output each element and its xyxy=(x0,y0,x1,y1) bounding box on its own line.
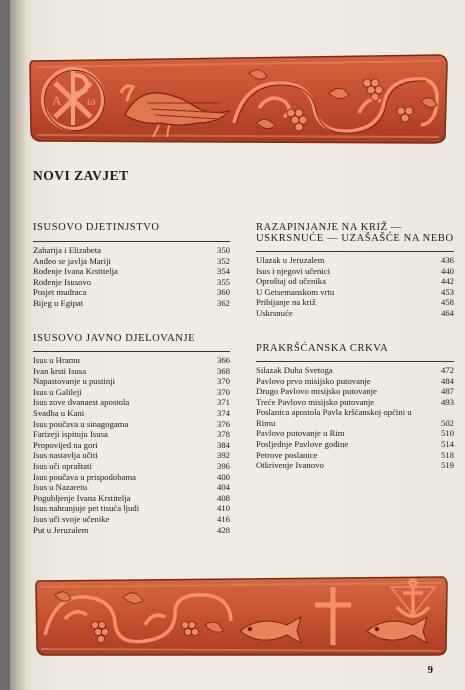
toc-entry xyxy=(33,514,230,525)
toc-entry xyxy=(33,277,230,288)
toc-entry-page: 374 xyxy=(216,407,230,418)
toc-entry xyxy=(256,450,454,461)
toc-entry-title: Rođenje Isusovo xyxy=(33,276,92,287)
toc-entry xyxy=(33,440,230,451)
toc-entry-title: Ivan krsti Isusa xyxy=(33,365,87,376)
toc-entry-title: Isus i njegovi učenici xyxy=(256,265,331,276)
toc-entry xyxy=(33,397,230,408)
toc-entry-page: 458 xyxy=(440,297,454,308)
toc-entry-page: 510 xyxy=(440,428,454,439)
top-stone-relief-image xyxy=(29,53,449,145)
toc-entry-page: 464 xyxy=(440,307,454,318)
toc-entry-title: Posljednje Pavlove godine xyxy=(256,438,349,449)
toc-entry xyxy=(33,450,230,461)
toc-entry xyxy=(33,298,230,309)
toc-entry xyxy=(33,355,230,366)
toc-list-djetinjstvo xyxy=(33,245,230,309)
section-title-javno: ISUSOVO JAVNO DJELOVANJE xyxy=(33,333,196,344)
svg-text:A: A xyxy=(52,93,62,108)
toc-list-prakrscanska xyxy=(256,365,454,471)
toc-entry-page: 519 xyxy=(440,460,454,471)
toc-entry-title: Pavlovo putovanje u Rim xyxy=(256,428,345,439)
toc-entry-page: 487 xyxy=(440,386,454,397)
toc-entry-title: Bijeg u Egipat xyxy=(33,297,84,308)
toc-entry xyxy=(256,297,454,308)
toc-entry xyxy=(33,366,230,377)
toc-entry-page: 404 xyxy=(216,482,230,493)
toc-entry-page: 514 xyxy=(440,438,454,449)
toc-entry xyxy=(33,493,230,504)
toc-entry xyxy=(256,407,454,428)
toc-entry xyxy=(256,365,454,376)
toc-list-javno xyxy=(33,355,230,535)
toc-entry-page: 436 xyxy=(440,255,454,265)
toc-entry-page: 360 xyxy=(216,287,230,298)
toc-entry-page: 370 xyxy=(216,376,230,387)
toc-entry-page: 518 xyxy=(440,449,454,460)
toc-entry xyxy=(256,255,454,266)
toc-entry-page: 442 xyxy=(440,276,454,287)
toc-entry-title: Propovijed na gori xyxy=(33,439,98,450)
toc-entry-title: Zaharija i Elizabeta xyxy=(33,245,102,255)
section-title-raspinjanje-line2: USKRSNUĆE — UZAŠAŠĆE NA NEBO xyxy=(256,233,454,244)
page-number: 9 xyxy=(427,664,433,676)
toc-entry-title: Otkrivenje Ivanovo xyxy=(256,460,324,471)
bottom-stone-relief-image xyxy=(35,575,448,657)
toc-entry-page: 400 xyxy=(216,471,230,482)
toc-entry xyxy=(33,525,230,536)
toc-entry-title: Isus poučava u prispodobama xyxy=(33,471,137,482)
toc-entry-page: 376 xyxy=(216,418,230,429)
toc-entry-page: 453 xyxy=(440,286,454,297)
svg-text:ω: ω xyxy=(87,93,96,108)
toc-entry-title: Silazak Duha Svetoga xyxy=(256,365,333,375)
toc-entry-page: 440 xyxy=(440,265,454,276)
toc-entry-page: 384 xyxy=(216,439,230,450)
section-rule xyxy=(33,241,230,242)
toc-entry-page: 410 xyxy=(216,503,230,514)
toc-entry-title: Uskrsnuće xyxy=(256,307,293,318)
toc-entry-title: Rođenje Ivana Krstitelja xyxy=(33,266,118,277)
toc-entry-title: Ulazak u Jeruzalem xyxy=(256,255,325,265)
toc-entry xyxy=(33,408,230,419)
section-title-djetinjstvo: ISUSOVO DJETINJSTVO xyxy=(33,222,160,233)
toc-entry-page: 484 xyxy=(440,375,454,386)
toc-entry-page: 502 xyxy=(440,417,454,428)
toc-entry-title: Isus uči opraštati xyxy=(33,460,92,471)
section-title-raspinjanje-line1: RAZAPINJANJE NA KRIŽ — xyxy=(256,222,402,233)
toc-entry-title: Isus nahranjuje pet tisuća ljudi xyxy=(33,503,140,514)
toc-entry-title: Isus poučava u sinagogama xyxy=(33,418,129,429)
toc-entry xyxy=(256,287,454,298)
toc-entry-title: Treće Pavlovo misijsko putovanje xyxy=(256,396,375,407)
toc-entry-title: Oproštaj od učenika xyxy=(256,276,326,287)
toc-entry-title: Isus nastavlja učiti xyxy=(33,450,98,461)
toc-entry xyxy=(256,376,454,387)
toc-entry xyxy=(256,460,454,471)
toc-entry-title: U Getsemanskom vrtu xyxy=(256,286,335,297)
toc-entry-title: Posjet mudraca xyxy=(33,287,87,298)
toc-entry xyxy=(256,276,454,287)
toc-entry xyxy=(256,428,454,439)
toc-entry xyxy=(256,308,454,319)
toc-entry-title: Svadba u Kani xyxy=(33,407,85,418)
toc-entry-page: 370 xyxy=(216,386,230,397)
toc-entry-title: Pribijanje na križ xyxy=(256,297,316,308)
section-rule xyxy=(256,361,454,362)
toc-entry-title: Farizeji ispituju Isusa xyxy=(33,429,108,440)
toc-entry xyxy=(256,439,454,450)
toc-entry-page: 355 xyxy=(216,276,230,287)
toc-entry-title: Petrove poslanice xyxy=(256,449,318,460)
toc-entry-title: Isus uči svoje učenike xyxy=(33,513,110,524)
section-rule xyxy=(256,251,454,252)
toc-entry-page: 428 xyxy=(216,524,230,535)
toc-entry-page: 362 xyxy=(216,297,230,308)
toc-entry-page: 352 xyxy=(216,255,230,266)
toc-entry xyxy=(256,397,454,408)
toc-entry-page: 368 xyxy=(216,365,230,376)
toc-entry-page: 354 xyxy=(216,266,230,277)
toc-entry xyxy=(33,387,230,398)
toc-entry xyxy=(33,472,230,483)
toc-entry xyxy=(33,287,230,298)
toc-entry-title: Pogubljenje Ivana Krstitelja xyxy=(33,492,131,503)
toc-entry-title: Anđeo se javlja Mariji xyxy=(33,255,111,266)
toc-entry-title: Drugo Pavlovo misijsko putovanje xyxy=(256,386,377,397)
toc-entry xyxy=(33,503,230,514)
toc-entry-page: 392 xyxy=(216,450,230,461)
toc-entry-page: 396 xyxy=(216,460,230,471)
toc-entry xyxy=(256,266,454,277)
toc-entry-page: 378 xyxy=(216,429,230,440)
toc-entry-title: Isus u Galileji xyxy=(33,386,82,397)
toc-entry xyxy=(33,256,230,267)
toc-entry xyxy=(33,245,230,256)
section-title-prakrscanska: PRAKRŠĆANSKA CRKVA xyxy=(256,343,389,354)
toc-entry-title: Poslanica apostola Pavla kršćanskoj općini u Rimu xyxy=(256,407,412,428)
toc-entry-page: 371 xyxy=(216,397,230,408)
toc-entry xyxy=(33,429,230,440)
toc-entry-title: Isus zove dvanaest apostola xyxy=(33,397,130,408)
toc-entry xyxy=(256,386,454,397)
page-heading: NOVI ZAVJET xyxy=(33,168,129,183)
toc-entry-page: 472 xyxy=(440,365,454,375)
toc-entry-page: 350 xyxy=(216,245,230,255)
toc-list-raspinjanje xyxy=(256,255,454,319)
toc-entry-title: Napastovanje u pustinji xyxy=(33,376,116,387)
toc-entry xyxy=(33,461,230,472)
toc-entry xyxy=(33,266,230,277)
section-rule xyxy=(33,351,230,352)
toc-entry-page: 416 xyxy=(216,513,230,524)
toc-entry-title: Put u Jeruzalem xyxy=(33,524,89,535)
toc-entry xyxy=(33,482,230,493)
toc-entry-page: 493 xyxy=(440,396,454,407)
toc-entry-page: 366 xyxy=(216,355,230,365)
toc-entry-title: Isus u Nazaretu xyxy=(33,482,88,493)
toc-entry-title: Isus u Hramu xyxy=(33,355,80,365)
toc-entry xyxy=(33,376,230,387)
page-gutter-shadow xyxy=(10,0,26,690)
toc-entry-title: Pavlovo prvo misijsko putovanje xyxy=(256,375,371,386)
toc-entry-page: 408 xyxy=(216,492,230,503)
toc-entry xyxy=(33,419,230,430)
